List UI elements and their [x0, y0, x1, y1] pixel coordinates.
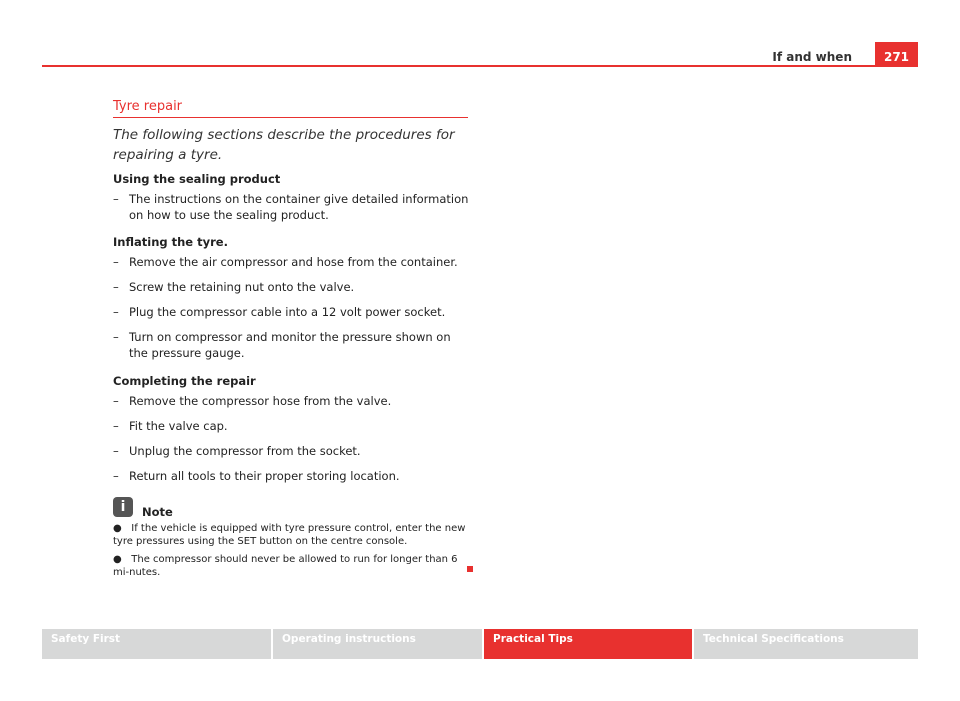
tab-technical-specifications[interactable]: Technical Specifications	[694, 629, 918, 659]
info-note-icon: i	[113, 497, 133, 517]
step-item	[113, 254, 469, 270]
step-item	[113, 443, 469, 459]
step-dash: –	[113, 305, 119, 319]
step-dash: –	[113, 255, 119, 269]
step-text: The instructions on the container give detailed information on how to use the sealing product.	[129, 192, 469, 222]
step-item	[113, 329, 469, 361]
step-text: Unplug the compressor from the socket.	[129, 444, 361, 458]
step-item	[113, 191, 469, 223]
step-dash: –	[113, 330, 119, 344]
note-text: If the vehicle is equipped with tyre pressure control, enter the new tyre pressures using the SET button on the centre console.	[113, 523, 466, 547]
footer-nav	[42, 629, 918, 659]
tab-practical-tips[interactable]: Practical Tips	[484, 629, 692, 659]
page-number: 271	[875, 42, 918, 67]
note-text: The compressor should never be allowed to run for longer than 6 mi-nutes.	[113, 554, 458, 578]
step-item	[113, 393, 469, 409]
step-text: Turn on compressor and monitor the pressure shown on the pressure gauge.	[129, 330, 451, 360]
note-label: Note	[142, 505, 173, 519]
tab-safety-first[interactable]: Safety First	[42, 629, 271, 659]
section-end-marker	[467, 566, 473, 572]
subheading-completing: Completing the repair	[113, 374, 256, 388]
section-title: Tyre repair	[113, 99, 183, 114]
step-item	[113, 418, 469, 434]
step-dash: –	[113, 419, 119, 433]
step-text: Return all tools to their proper storing location.	[129, 469, 400, 483]
note-bullet: ●	[113, 523, 122, 534]
step-text: Remove the compressor hose from the valve.	[129, 394, 392, 408]
subheading-sealing: Using the sealing product	[113, 172, 281, 186]
step-text: Fit the valve cap.	[129, 419, 228, 433]
section-intro: The following sections describe the procedures for repairing a tyre.	[113, 127, 455, 163]
header-rule	[42, 65, 918, 67]
note-item	[113, 523, 469, 548]
step-dash: –	[113, 444, 119, 458]
step-text: Plug the compressor cable into a 12 volt power socket.	[129, 305, 446, 319]
step-dash: –	[113, 469, 119, 483]
step-text: Remove the air compressor and hose from the container.	[129, 255, 458, 269]
step-dash: –	[113, 394, 119, 408]
note-item	[113, 554, 469, 579]
note-bullet: ●	[113, 554, 122, 565]
header-title: If and when	[772, 50, 852, 64]
step-item	[113, 304, 469, 320]
subheading-inflating: Inflating the tyre.	[113, 235, 228, 249]
step-item	[113, 279, 469, 295]
step-dash: –	[113, 280, 119, 294]
step-item	[113, 468, 469, 484]
step-text: Screw the retaining nut onto the valve.	[129, 280, 355, 294]
tab-operating-instructions[interactable]: Operating instructions	[273, 629, 482, 659]
section-rule	[113, 117, 468, 118]
step-dash: –	[113, 192, 119, 206]
